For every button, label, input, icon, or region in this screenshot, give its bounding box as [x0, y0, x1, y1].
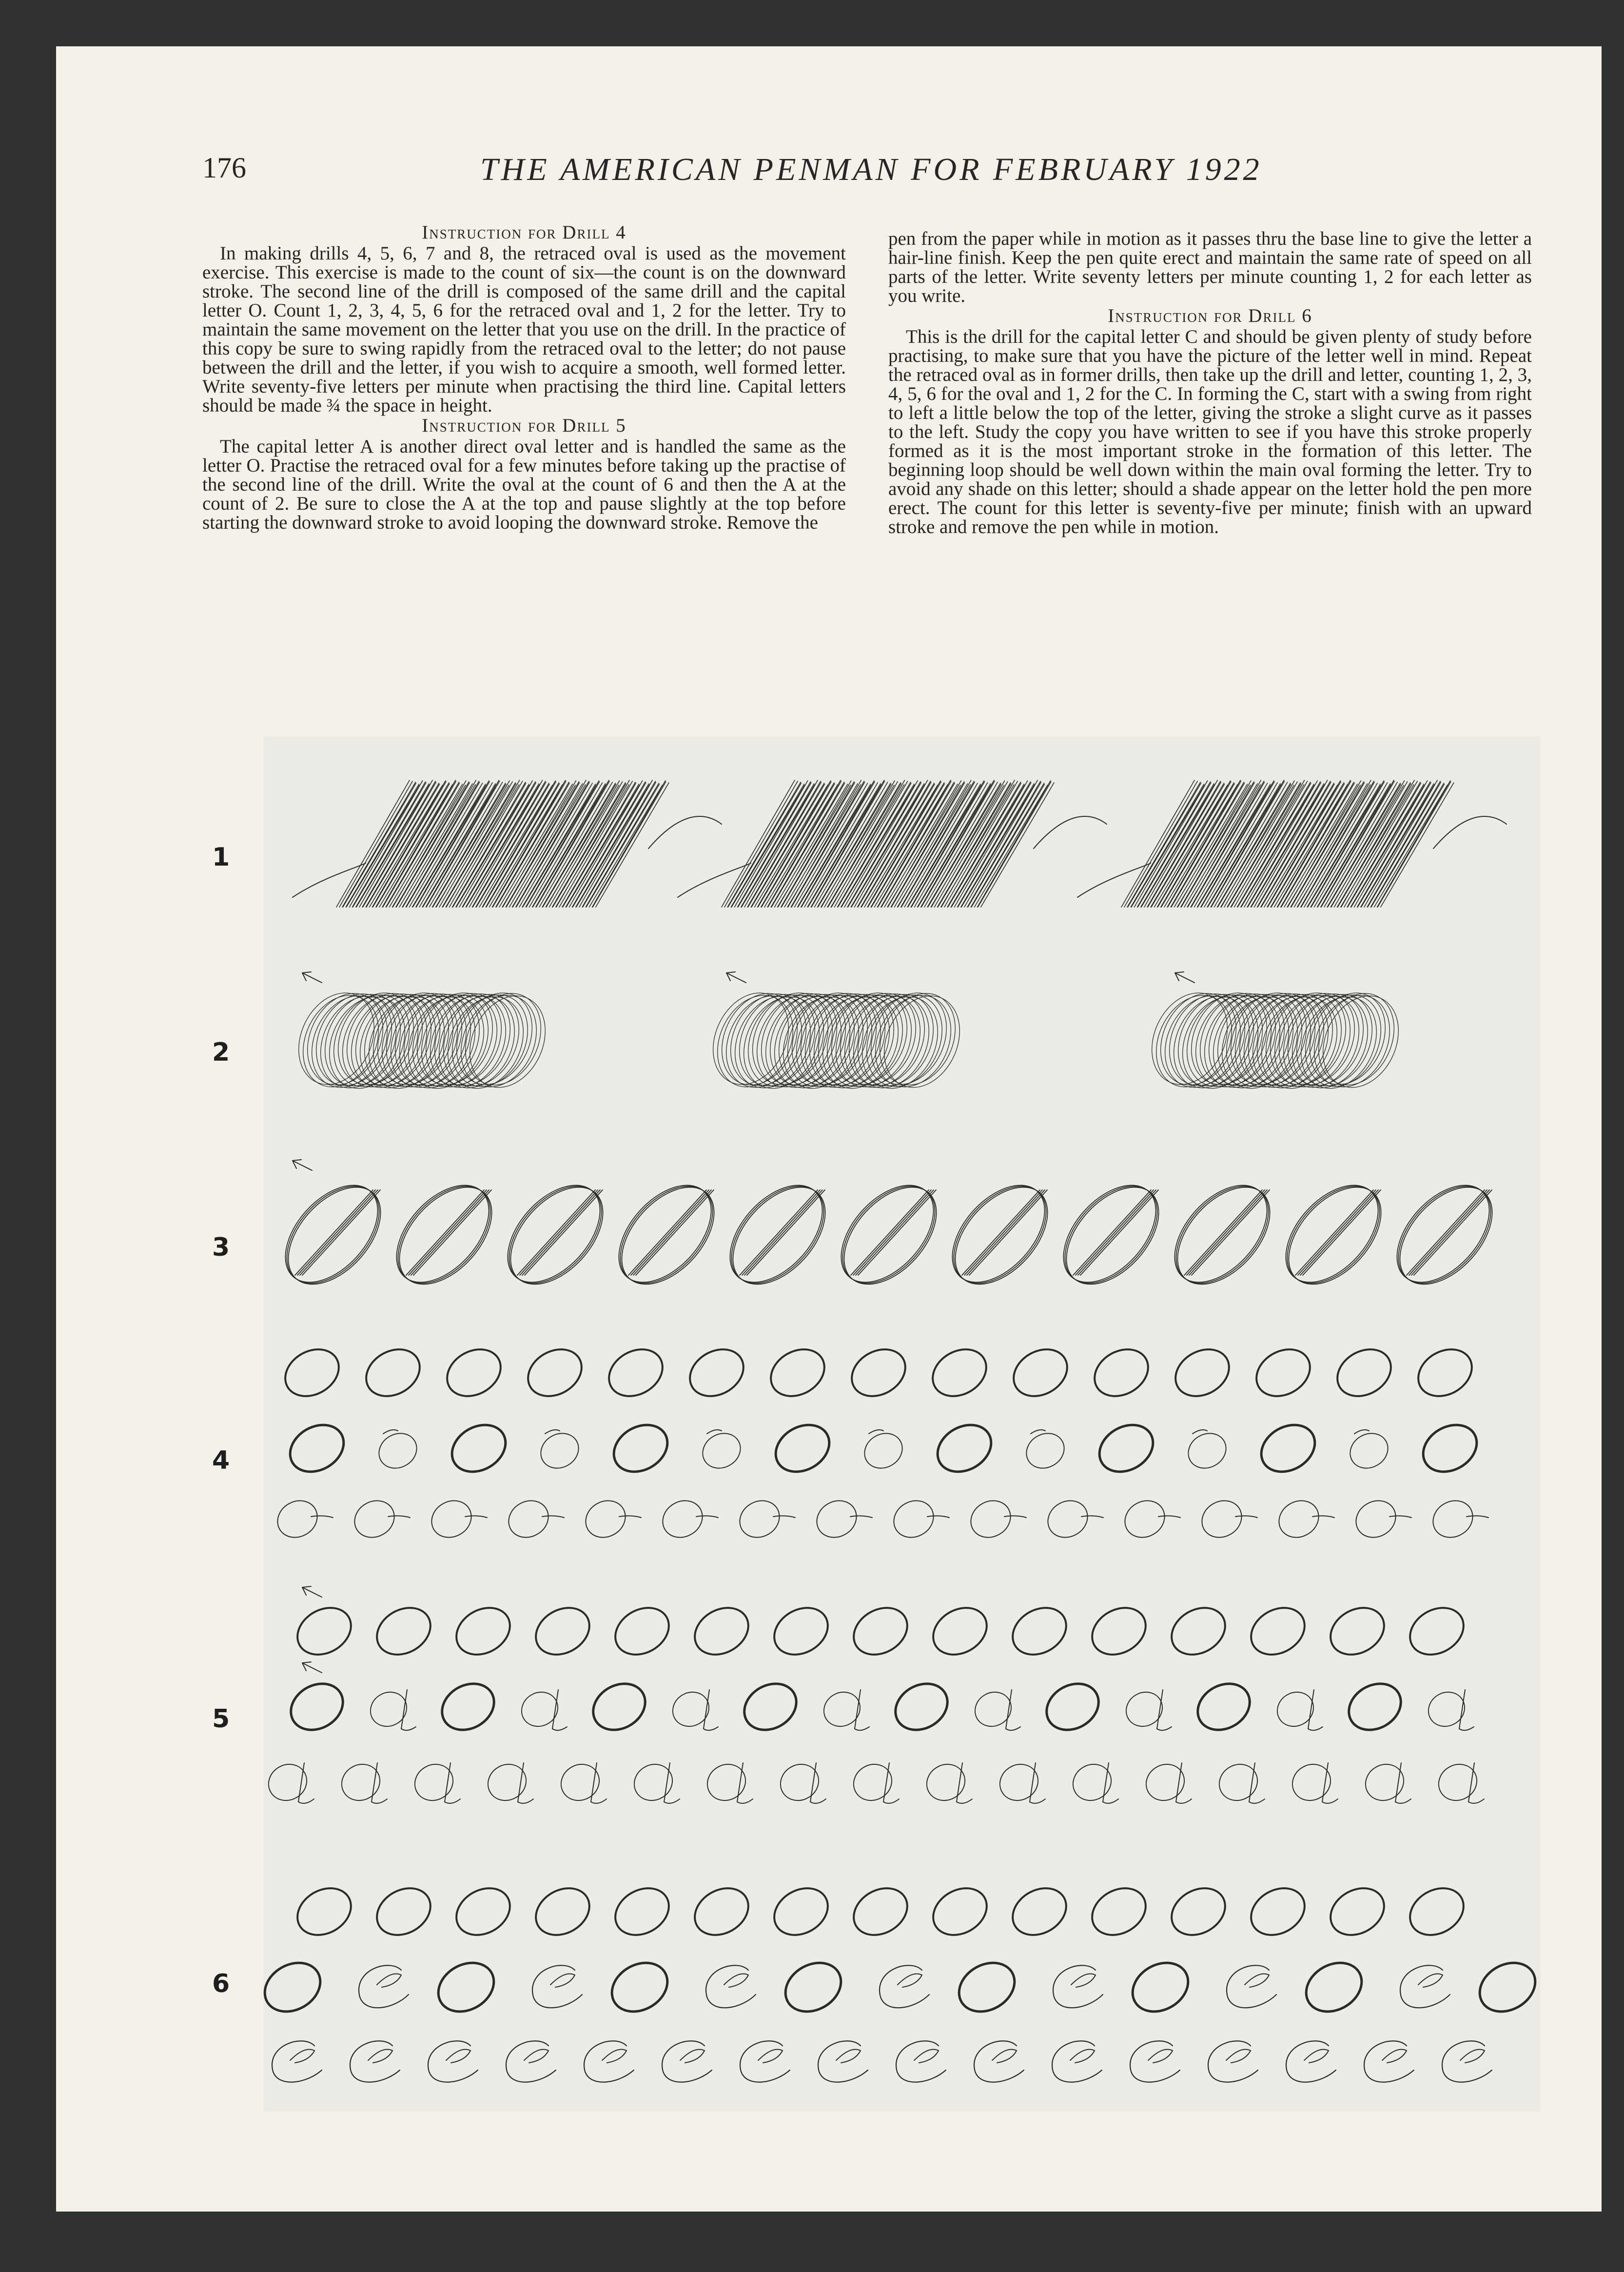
drill4-heading: Instruction for Drill 4: [422, 222, 626, 243]
drill6-heading: Instruction for Drill 6: [1108, 305, 1312, 326]
plate-background: [263, 736, 1541, 2112]
running-head: THE AMERICAN PENMAN FOR FEBRUARY 1922: [480, 152, 1262, 187]
page-number: 176: [202, 152, 246, 184]
drill5-heading: Instruction for Drill 5: [422, 415, 626, 436]
drill6-text: This is the drill for the capital letter C and should be given plenty of study before practising, to make sure that you have the picture of the letter well in mind. Repeat the retraced oval as in former drills, then take up the drill and letter, counting 1, 2, 3, 4, 5, 6 for the oval and 1, 2 for the C. In forming the C, start with a swing from right to left a little below the top of the letter, giving the stroke a slight curve as it passes to the left. Study the copy you have written to see if you have this stroke properly formed as it is the most important stroke in the formation of this letter. The beginning loop should be well down within the main oval forming the letter. Try to avoid any shade on this letter; should a shade appear on the letter hold the pen more erect. The count for this letter is seventy-five per minute; finish with an upward stroke and remove the pen while in motion.: [888, 326, 1532, 537]
drill5-text: The capital letter A is another direct oval letter and is handled the same as the letter O. Practise the retraced oval for a few minutes before taking up the practise of the second line of the drill. Write the oval at the count of 6 and then the A at the count of 2. Be sure to close the A at the top and pause slightly at the top before starting the downward stroke to avoid looping the downward stroke. Remove the: [202, 436, 846, 533]
drill5-text-continued: pen from the paper while in motion as it passes thru the base line to give the letter a hair-line finish. Keep the pen quite erect and maintain the same rate of speed on all parts of the letter. Write seventy letters per minute counting 1, 2 for each letter as you write.: [888, 228, 1532, 306]
drill-number-4: 4: [212, 1446, 230, 1475]
drill-number-5: 5: [212, 1704, 230, 1734]
drill4-text: In making drills 4, 5, 6, 7 and 8, the retraced oval is used as the movement exercise. This exercise is made to the count of six—the count is on the downward stroke. The second line of the drill is composed of the same drill and the capital letter O. Count 1, 2, 3, 4, 5, 6 for the retraced oval and 1, 2 for the letter. Try to maintain the same movement on the letter that you use on the drill. In the practice of this copy be sure to swing rapidly from the retraced oval to the letter; do not pause between the drill and the letter, if you wish to acquire a smooth, well formed letter. Write seventy-five letters per minute when practising the third line. Capital letters should be made ¾ the space in height.: [202, 243, 846, 416]
drill-number-2: 2: [212, 1038, 230, 1067]
drill-number-6: 6: [212, 1969, 230, 1998]
drill-number-3: 3: [212, 1233, 230, 1262]
drill-number-1: 1: [212, 843, 230, 872]
